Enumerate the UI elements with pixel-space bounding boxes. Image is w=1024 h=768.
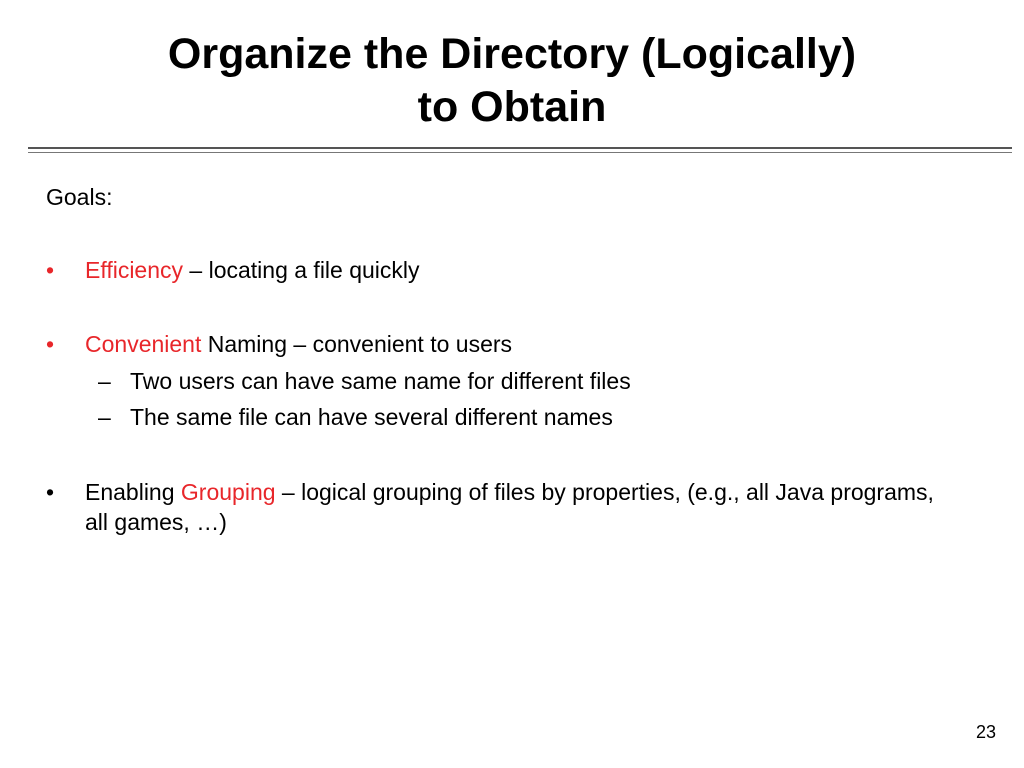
sub-item-text: Two users can have same name for different files	[130, 368, 631, 394]
bullet-dot: •	[46, 331, 55, 357]
title-divider-bottom	[28, 152, 1012, 153]
bullet-highlight-convenient: Convenient	[85, 331, 202, 357]
bullet-highlight-grouping: Grouping	[180, 479, 276, 505]
bullet-text	[85, 477, 935, 537]
bullet-dot: •	[46, 479, 55, 505]
goals-label: Goals:	[46, 184, 113, 210]
title-divider-top	[28, 147, 1012, 149]
sub-dash: –	[98, 404, 111, 430]
bullet-body-grouping: – logical grouping of files by properties, (e.g., all Java programs, all games, …)	[85, 479, 934, 535]
title-line-1: Organize the Directory (Logically)	[167, 30, 857, 78]
bullet-body-efficiency: – locating a file quickly	[183, 257, 420, 283]
bullet-body-convenient: Naming – convenient to users	[201, 331, 513, 357]
bullet-text	[85, 255, 420, 285]
title-line-2: to Obtain	[417, 83, 607, 131]
bullet-dot: •	[46, 257, 55, 283]
page-number: 23	[975, 722, 996, 742]
sub-dash: –	[98, 368, 111, 394]
bullet-prefix-grouping: Enabling	[85, 479, 181, 505]
slide-title	[0, 28, 1024, 134]
bullet-highlight-efficiency: Efficiency	[85, 257, 184, 283]
sub-item-text: The same file can have several different names	[130, 404, 613, 430]
bullet-text	[85, 329, 512, 359]
